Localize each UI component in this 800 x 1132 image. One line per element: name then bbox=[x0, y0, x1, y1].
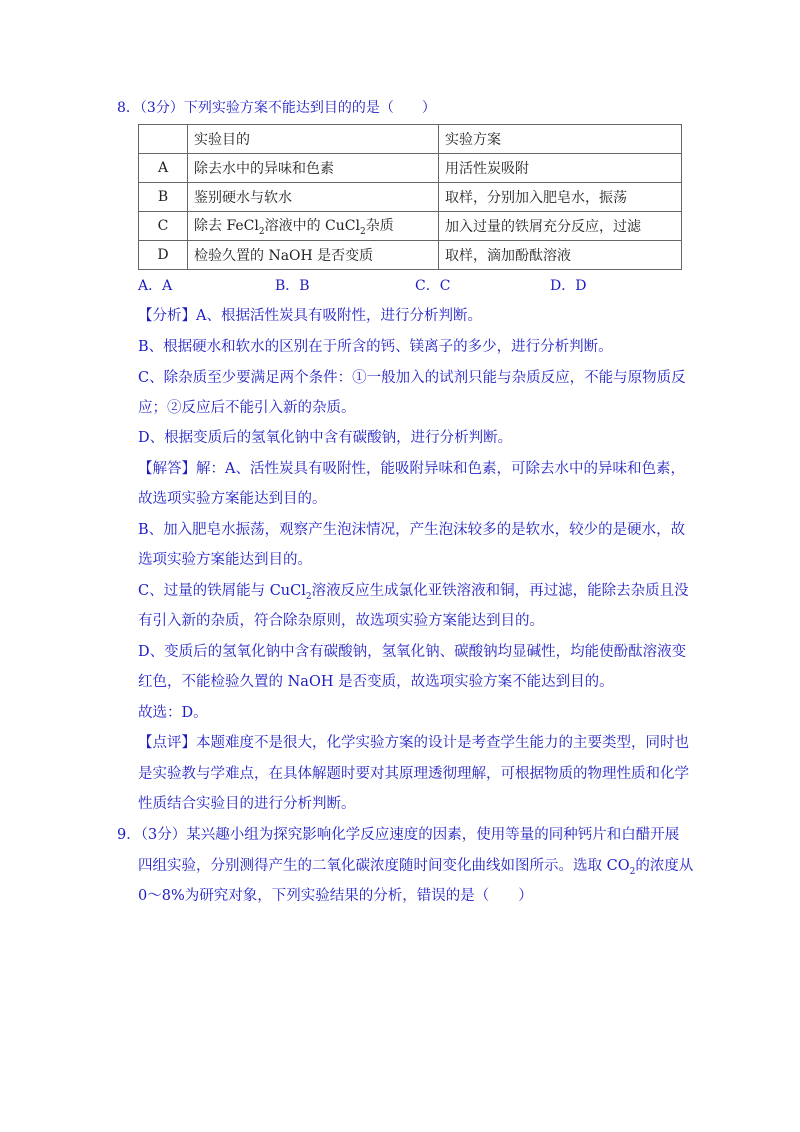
row-method: 加入过量的铁屑充分反应，过滤 bbox=[439, 212, 682, 241]
row-goal: 除去 FeCl$_2$溶液中的 CuCl$_2$杂质 bbox=[188, 212, 439, 241]
final-answer: 故选：D。 bbox=[138, 705, 208, 721]
table-row bbox=[139, 154, 682, 183]
analysis-line: 【分析】A、根据活性炭具有吸附性，进行分析判断。 bbox=[138, 308, 482, 324]
table-header-goal: 实验目的 bbox=[188, 125, 439, 154]
solution-line: 选项实验方案能达到目的。 bbox=[138, 552, 312, 568]
table-header-method: 实验方案 bbox=[439, 125, 682, 154]
table-row bbox=[139, 212, 682, 241]
row-method: 用活性炭吸附 bbox=[439, 154, 682, 183]
row-label: D bbox=[139, 241, 188, 270]
solution-line: D、变质后的氢氧化钠中含有碳酸钠，氢氧化钠、碳酸钠均显碱性，均能使酚酞溶液变 bbox=[138, 644, 687, 660]
experiment-table bbox=[138, 124, 682, 270]
comment-line: 【点评】本题难度不是很大，化学实验方案的设计是考查学生能力的主要类型，同时也 bbox=[138, 735, 689, 751]
row-goal: 鉴别硬水与软水 bbox=[188, 183, 439, 212]
row-method: 取样，滴加酚酞溶液 bbox=[439, 241, 682, 270]
option-d: D．D bbox=[550, 278, 587, 294]
option-b: B．B bbox=[275, 278, 310, 294]
row-label: C bbox=[139, 212, 188, 241]
table-row bbox=[139, 183, 682, 212]
row-goal: 检验久置的 NaOH 是否变质 bbox=[188, 241, 439, 270]
solution-line: B、加入肥皂水振荡，观察产生泡沫情况，产生泡沫较多的是软水，较少的是硬水，故 bbox=[138, 522, 686, 538]
option-c: C．C bbox=[415, 278, 451, 294]
comment-line: 是实验教与学难点，在具体解题时要对其原理透彻理解，可根据物质的物理性质和化学 bbox=[138, 766, 689, 782]
row-label: A bbox=[139, 154, 188, 183]
question-8-header: 8．（3分）下列实验方案不能达到目的的是（ ） bbox=[117, 100, 436, 116]
solution-line: 故选项实验方案能达到目的。 bbox=[138, 491, 327, 507]
analysis-line: C、除杂质至少要满足两个条件：①一般加入的试剂只能与杂质反应，不能与原物质反 bbox=[138, 370, 686, 386]
solution-line: 【解答】解：A、活性炭具有吸附性，能吸附异味和色素，可除去水中的异味和色素， bbox=[138, 461, 685, 477]
analysis-line: D、根据变质后的氢氧化钠中含有碳酸钠，进行分析判断。 bbox=[138, 430, 513, 446]
question-9-line: 0～8%为研究对象，下列实验结果的分析，错误的是（ ） bbox=[138, 888, 533, 904]
solution-line: 有引入新的杂质，符合除杂原则，故选项实验方案能达到目的。 bbox=[138, 613, 544, 629]
comment-line: 性质结合实验目的进行分析判断。 bbox=[138, 796, 356, 812]
row-goal: 除去水中的异味和色素 bbox=[188, 154, 439, 183]
row-method: 取样，分别加入肥皂水，振荡 bbox=[439, 183, 682, 212]
question-9-line: 四组实验，分别测得产生的二氧化碳浓度随时间变化曲线如图所示。选取 $CO_2$的浓度从 bbox=[138, 858, 694, 877]
solution-line: 红色，不能检验久置的 NaOH 是否变质，故选项实验方案不能达到目的。 bbox=[138, 674, 614, 690]
question-9-line: 9．（3分）某兴趣小组为探究影响化学反应速度的因素，使用等量的同种钙片和白醋开展 bbox=[117, 827, 680, 843]
solution-line: C、过量的铁屑能与 CuCl$_2$溶液反应生成氯化亚铁溶液和铜，再过滤，能除去杂质且没 bbox=[138, 583, 689, 602]
table-row bbox=[139, 241, 682, 270]
analysis-line: B、根据硬水和软水的区别在于所含的钙、镁离子的多少，进行分析判断。 bbox=[138, 339, 613, 355]
table-header-row bbox=[139, 125, 682, 154]
table-header-label bbox=[139, 125, 188, 154]
analysis-line: 应；②反应后不能引入新的杂质。 bbox=[138, 400, 356, 416]
option-a: A．A bbox=[138, 278, 173, 294]
row-label: B bbox=[139, 183, 188, 212]
